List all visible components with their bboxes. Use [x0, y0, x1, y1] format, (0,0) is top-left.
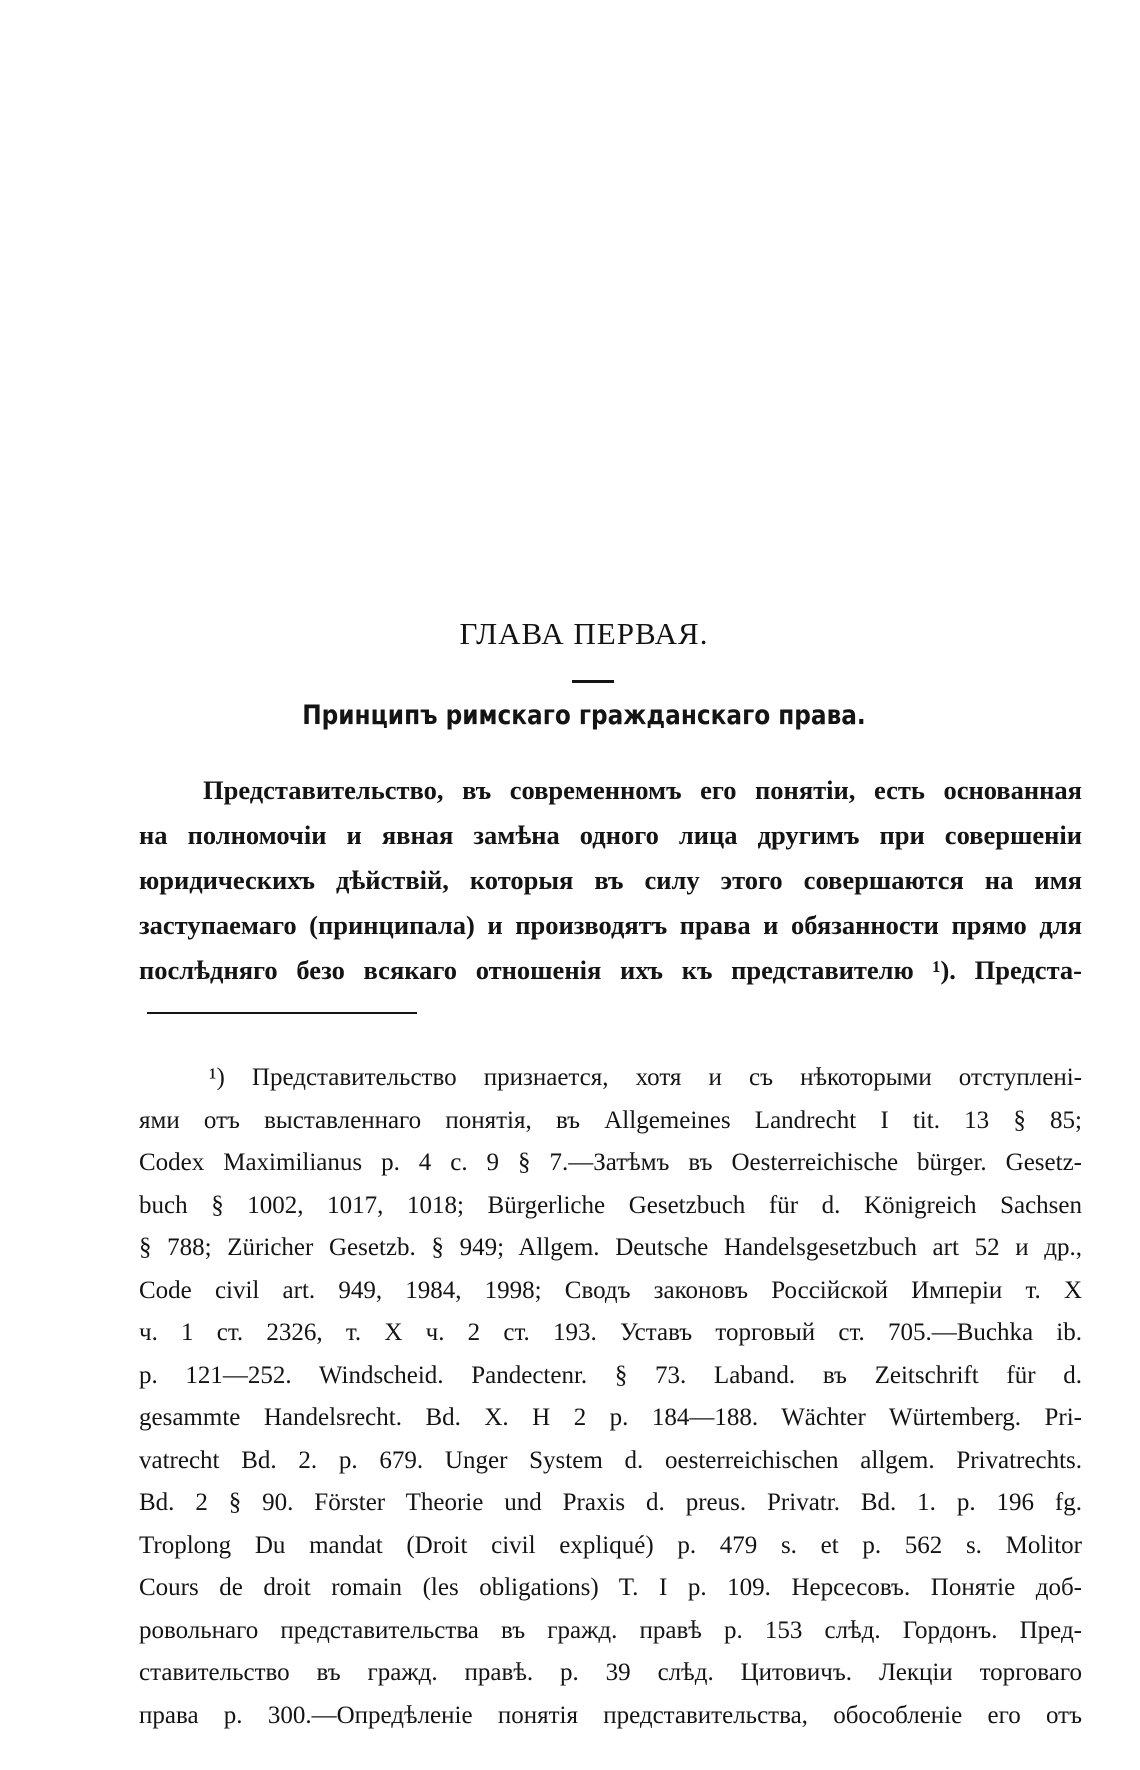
footnote-line: gesammte Handelsrecht. Bd. X. H 2 p. 184—188. Wächter Würtemberg. Pri-	[139, 1404, 1082, 1431]
footnote	[139, 1057, 1082, 1737]
footnote-line: Bd. 2 § 90. Förster Theorie und Praxis d. preus. Privatr. Bd. 1. p. 196 fg.	[139, 1489, 1082, 1516]
footnote-line: ч. 1 ст. 2326, т. X ч. 2 ст. 193. Уставъ торговый ст. 705.—Buchka ib.	[139, 1319, 1082, 1346]
footnote-line: Code civil art. 949, 1984, 1998; Сводъ законовъ Россійской Имперіи т. X	[139, 1276, 1082, 1304]
footnote-line: Codex Maximilianus p. 4 c. 9 § 7.—Затѣмъ въ Oesterreichische bürger. Gesetz-	[139, 1149, 1082, 1176]
footnote-line: ставительство въ гражд. правѣ. p. 39 слѣд. Цитовичъ. Лекціи торговаго	[139, 1659, 1082, 1686]
footnote-line: права p. 300.—Опредѣленіе понятія представительства, обособленіе его отъ	[139, 1701, 1082, 1729]
body-line: на полномочіи и явная замѣна одного лица другимъ при совершеніи	[139, 820, 1082, 850]
body-paragraph	[139, 768, 1082, 993]
body-line: заступаемаго (принципала) и производятъ права и обязанности прямо для	[139, 910, 1082, 940]
footnote-line: § 788; Züricher Gesetzb. § 949; Allgem. Deutsche Handelsgesetzbuch art 52 и др.,	[139, 1234, 1082, 1261]
footnote-line: ями отъ выставленнаго понятія, въ Allgemeines Landrecht I tit. 13 § 85;	[139, 1106, 1082, 1134]
body-line: Представительство, въ современномъ его понятіи, есть основанная	[203, 775, 1082, 805]
footnote-line: buch § 1002, 1017, 1018; Bürgerliche Gesetzbuch für d. Königreich Sachsen	[139, 1191, 1082, 1219]
footnote-line: Troplong Du mandat (Droit civil expliqué) p. 479 s. et p. 562 s. Molitor	[139, 1531, 1082, 1559]
body-line: послѣдняго безо всякаго отношенія ихъ къ представителю ¹). Предста-	[139, 955, 1082, 985]
body-line: юридическихъ дѣйствій, которыя въ силу этого совершаются на имя	[139, 865, 1082, 895]
title-divider	[572, 680, 614, 683]
footnote-line: p. 121—252. Windscheid. Pandectenr. § 73. Laband. въ Zeitschrift für d.	[139, 1361, 1082, 1389]
footnote-line: ¹) Представительство признается, хотя и съ нѣкоторыми отступленi-	[209, 1064, 1082, 1091]
footnote-line: ровольнаго представительства въ гражд. правѣ p. 153 слѣд. Гордонъ. Пред-	[139, 1616, 1082, 1644]
chapter-title: ГЛАВА ПЕРВАЯ.	[459, 616, 709, 651]
chapter-subtitle: Принципъ римскаго гражданскаго права.	[302, 700, 866, 731]
footnote-divider	[147, 1012, 417, 1014]
footnote-line: vatrecht Bd. 2. p. 679. Unger System d. oesterreichischen allgem. Privatrechts.	[139, 1446, 1082, 1474]
footnote-line: Cours de droit romain (les obligations) T. I p. 109. Нерсесовъ. Понятіе доб-	[139, 1574, 1082, 1601]
